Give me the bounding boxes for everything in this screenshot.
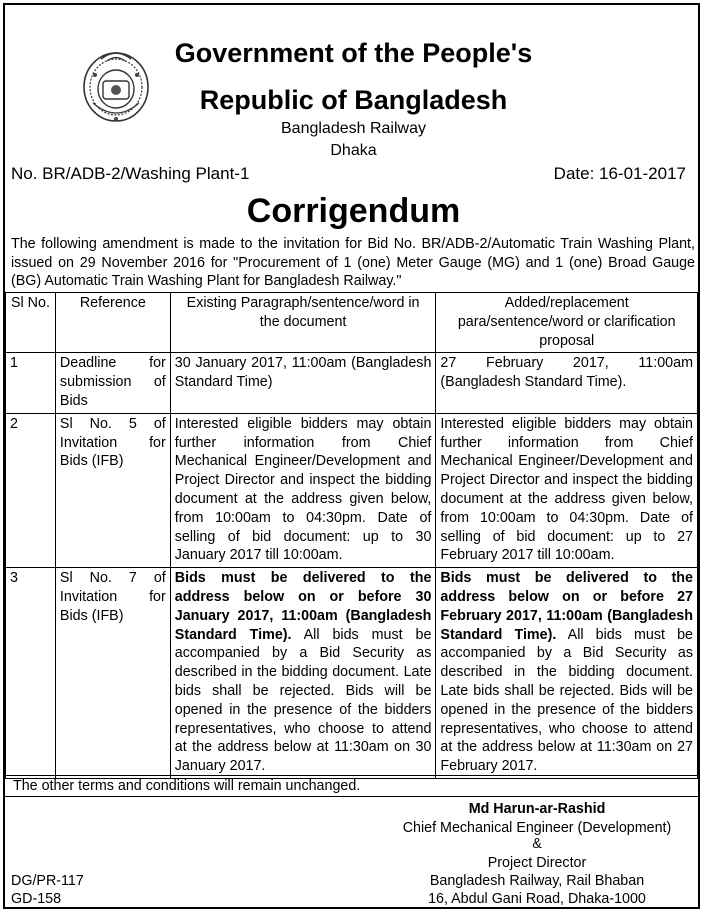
dg-code: DG/PR-117: [11, 873, 84, 889]
table-row: [6, 353, 698, 413]
added-rest-text: All bids must be accompanied by a Bid Security as described in the bidding document. Late bids shall be rejected. Bids will be opened in the presence of the bidders representatives, who choose to attend at the address below at 11:30am on 27 February 2017.: [440, 626, 693, 775]
table-header-row: [6, 293, 698, 353]
title-line-2: Republic of Bangladesh: [199, 85, 508, 115]
signatory-name: Md Harun-ar-Rashid: [468, 801, 606, 817]
header-added: Added/replacement para/sentence/word or clarification proposal: [436, 293, 698, 353]
cell-reference: Sl No. 7 of Invitation for Bids (IFB): [55, 568, 170, 779]
existing-bold-text: Bids must be delivered to the address below on or before 30 January 2017, 11:00am (Bangladesh Standard Time).: [174, 570, 432, 643]
signatory-role: Project Director: [487, 855, 587, 871]
document-date: Date: 16-01-2017: [553, 164, 686, 183]
cell-existing: [170, 568, 436, 779]
page-title: Corrigendum: [246, 192, 461, 230]
signatory-organization: Bangladesh Railway, Rail Bhaban: [429, 873, 645, 889]
gd-code: GD-158: [11, 891, 62, 907]
existing-rest-text: All bids must be accompanied by a Bid Security as described in the bidding document. Late bids shall be rejected. Bids will be opened in the presence of the bidders representatives, who choose to attend at the address below at 11:30am on 30 January 2017.: [174, 626, 432, 775]
city-name: Dhaka: [330, 142, 377, 159]
added-bold-text: Bids must be delivered to the address below on or before 27 February 2017, 11:00am (Bangladesh Standard Time).: [440, 570, 693, 643]
header-existing: Existing Paragraph/sentence/word in the document: [170, 293, 436, 353]
cell-existing: 30 January 2017, 11:00am (Bangladesh Standard Time): [170, 353, 436, 413]
signatory-ampersand: &: [532, 836, 542, 852]
cell-sl: 3: [6, 568, 56, 779]
reference-number: No. BR/ADB-2/Washing Plant-1: [11, 164, 250, 183]
organization-name: Bangladesh Railway: [281, 120, 426, 137]
other-terms-note: The other terms and conditions will remain unchanged.: [5, 775, 698, 797]
cell-reference: Deadline for submission of Bids: [55, 353, 170, 413]
header-reference: Reference: [55, 293, 170, 353]
cell-added: 27 February 2017, 11:00am (Bangladesh Standard Time).: [436, 353, 698, 413]
amendment-table: [5, 292, 698, 779]
signatory-address: 16, Abdul Gani Road, Dhaka-1000: [428, 891, 646, 907]
signatory-title: Chief Mechanical Engineer (Development): [402, 820, 672, 836]
cell-added: Interested eligible bidders may obtain further information from Chief Mechanical Engineer/Development and Project Director and inspect the bidding document at the address given below, from 10:00am to 04:30pm. Date of selling of bid document: up to 27 February 2017 till 10:00am.: [436, 413, 698, 567]
title-line-1: Government of the People's: [174, 38, 533, 68]
table-row: [6, 413, 698, 567]
intro-paragraph: The following amendment is made to the invitation for Bid No. BR/ADB-2/Automatic Train Washing Plant, issued on 29 November 2016 for "Procurement of 1 (one) Meter Gauge (MG) and 1 (one) Broad Gauge (BG) Automatic Train Washing Plant for Bangladesh Railway.": [11, 236, 695, 289]
cell-added: [436, 568, 698, 779]
cell-sl: 1: [6, 353, 56, 413]
cell-sl: 2: [6, 413, 56, 567]
cell-reference: Sl No. 5 of Invitation for Bids (IFB): [55, 413, 170, 567]
cell-existing: Interested eligible bidders may obtain further information from Chief Mechanical Engineer/Development and Project Director and inspect the bidding document at the address given below, from 10:00am to 04:30pm. Date of selling of bid document: up to 30 January 2017 till 10:00am.: [170, 413, 436, 567]
table-row: [6, 568, 698, 779]
document-page: [3, 3, 700, 909]
header-sl: Sl No.: [6, 293, 56, 353]
